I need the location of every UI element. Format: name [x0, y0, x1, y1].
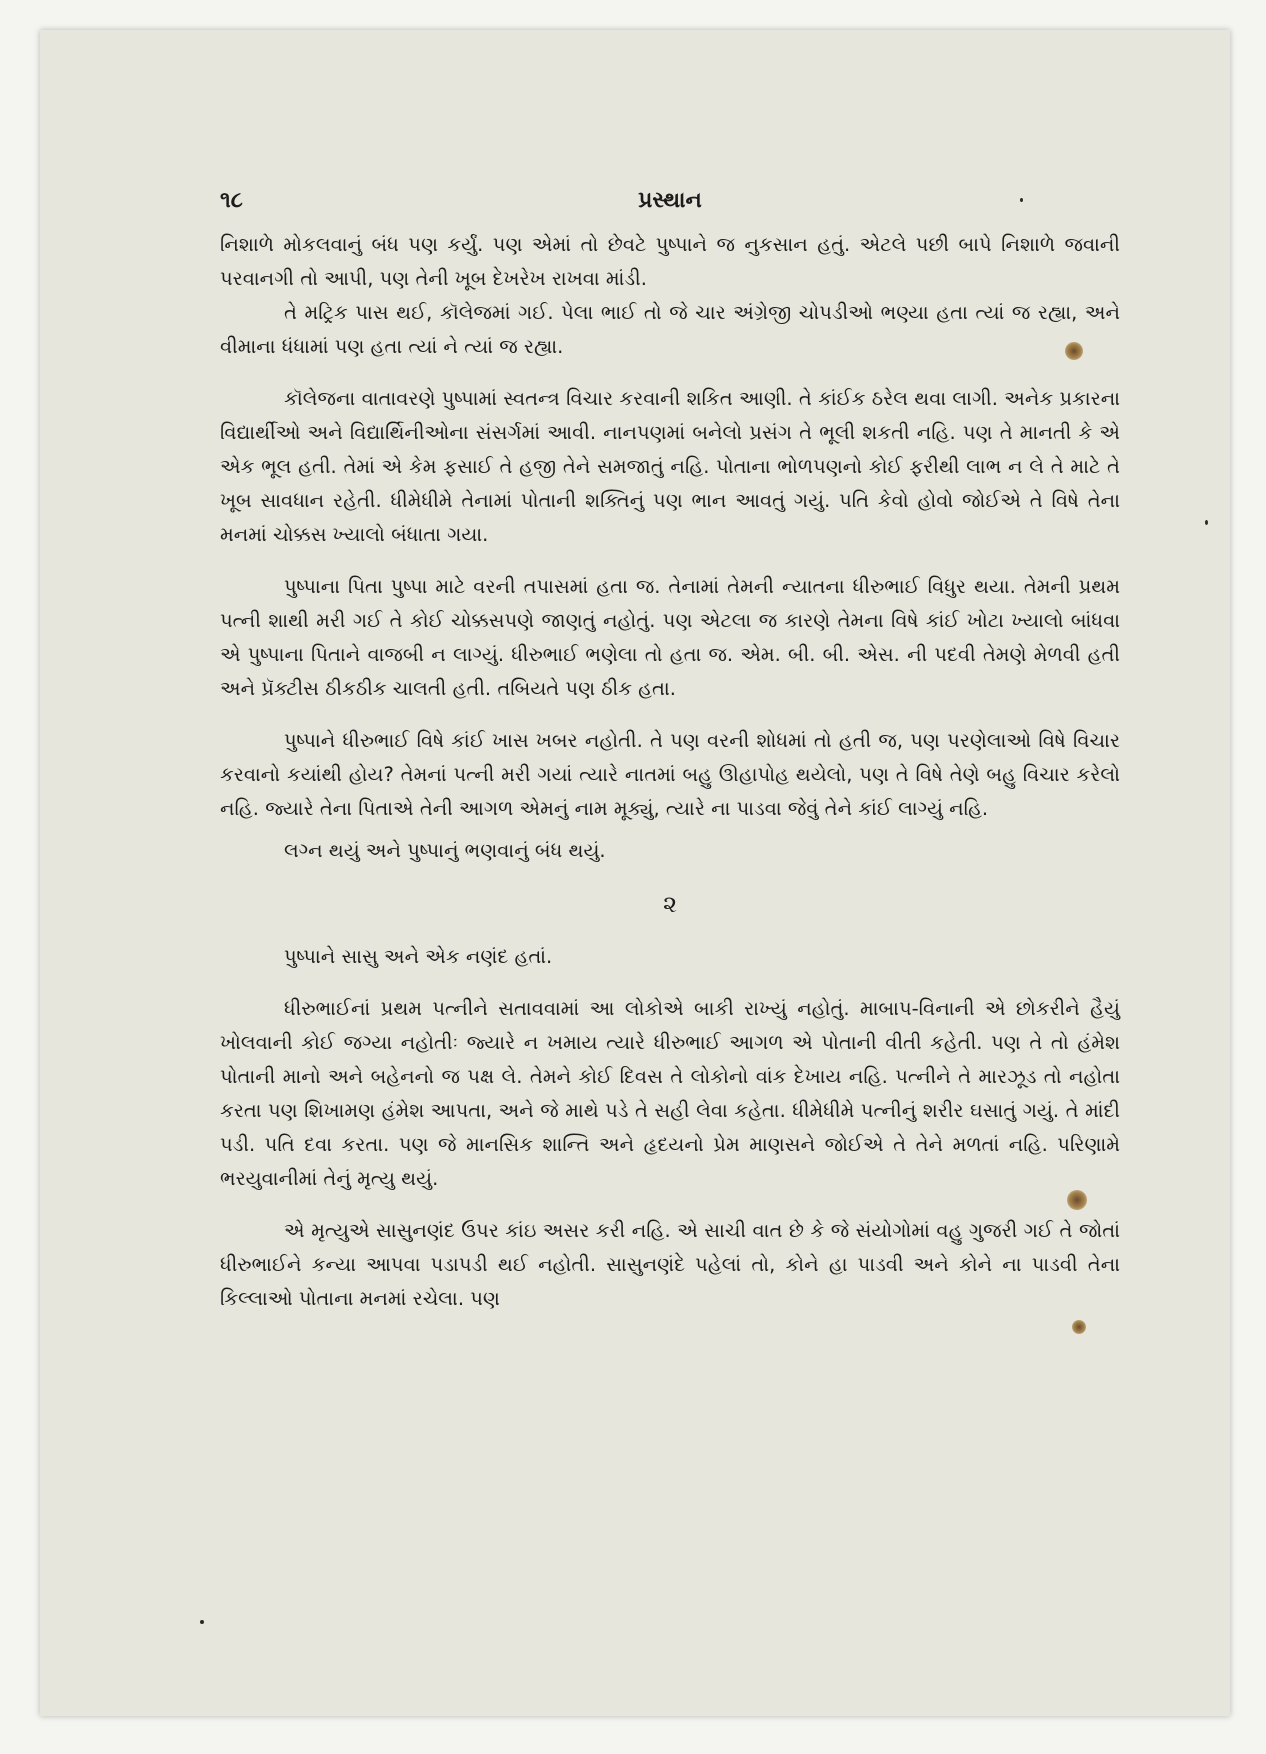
paper-speck	[1205, 520, 1208, 525]
body-text	[220, 228, 1120, 1316]
paragraph: તે મટ્રિક પાસ થઈ, કૉલેજમાં ગઈ. પેલા ભાઈ તો જે ચાર અંગ્રેજી ચોપડીઓ ભણ્યા હતા ત્યાં જ રહ્યા, અને વીમાના ધંધામાં પણ હતા ત્યાં ને ત્યાં જ રહ્યા.	[220, 301, 1120, 358]
paragraph: એ મૃત્યુએ સાસુનણંદ ઉપર કાંઇ અસર કરી નહિ. એ સાચી વાત છે કે જે સંયોગોમાં વહુ ગુજરી ગઈ તે જોતાં ધીરુભાઈને કન્યા આપવા પડાપડી થઈ નહોતી. સાસુનણંદે પહેલાં તો, કોને હા પાડવી અને કોને ના પાડવી તેના કિલ્લાઓ પોતાના મનમાં રચેલા. પણ	[220, 1219, 1120, 1310]
paragraph: પુષ્પાના પિતા પુષ્પા માટે વરની તપાસમાં હતા જ. તેનામાં તેમની ન્યાતના ધીરુભાઈ વિધુર થયા. તેમની પ્રથમ પત્ની શાથી મરી ગઈ તે કોઈ ચોક્કસપણે જાણતું નહોતું. પણ એટલા જ કારણે તેમના વિષે કાંઈ ખોટા ખ્યાલો બાંધવા એ પુષ્પાના પિતાને વાજબી ન લાગ્યું. ધીરુભાઈ ભણેલા તો હતા જ. એમ. બી. બી. એસ. ની પદવી તેમણે મેળવી હતી અને પ્રૅક્ટીસ ઠીકઠીક ચાલતી હતી. તબિયતે પણ ઠીક હતા.	[220, 575, 1120, 700]
paragraph: પુષ્પાને સાસુ અને એક નણંદ હતાં.	[284, 945, 553, 968]
page-content	[220, 188, 1120, 1316]
paper-speck	[200, 1620, 204, 1624]
book-page	[40, 30, 1230, 1716]
running-header	[220, 188, 1120, 228]
running-title: પ્રસ્થાન	[638, 188, 702, 213]
paragraph: પુષ્પાને ધીરુભાઈ વિષે કાંઈ ખાસ ખબર નહોતી. તે પણ વરની શોધમાં તો હતી જ, પણ પરણેલાઓ વિષે વિચાર કરવાનો કયાંથી હોય? તેમનાં પત્ની મરી ગયાં ત્યારે નાતમાં બહુ ઊહાપોહ થયેલો, પણ તે વિષે તેણે બહુ વિચાર કરેલો નહિ. જ્યારે તેના પિતાએ તેની આગળ એમનું નામ મૂક્યું, ત્યારે ના પાડવા જેવું તેને કાંઈ લાગ્યું નહિ.	[220, 729, 1120, 820]
paragraph: લગ્ન થયું અને પુષ્પાનું ભણવાનું બંધ થયું.	[284, 839, 606, 862]
paragraph: નિશાળે મોકલવાનું બંધ પણ કર્યું. પણ એમાં તો છેવટે પુષ્પાને જ નુકસાન હતું. એટલે પછી બાપે નિશાળે જવાની પરવાનગી તો આપી, પણ તેની ખૂબ દેખરેખ રાખવા માંડી.	[220, 233, 1120, 290]
paper-stain	[1072, 1320, 1086, 1334]
paragraph: ધીરુભાઈનાં પ્રથમ પત્નીને સતાવવામાં આ લોકોએ બાકી રાખ્યું નહોતું. માબાપ-વિનાની એ છોકરીને હૈયું ખોલવાની કોઈ જગ્યા નહોતીઃ જ્યારે ન ખમાય ત્યારે ધીરુભાઈ આગળ એ પોતાની વીતી કહેતી. પણ તે તો હંમેશ પોતાની માનો અને બહેનનો જ પક્ષ લે. તેમને કોઈ દિવસ તે લોકોનો વાંક દેખાય નહિ. પત્નીને તે મારઝૂડ તો નહોતા કરતા પણ શિખામણ હંમેશ આપતા, અને જે માથે પડે તે સહી લેવા કહેતા. ધીમેધીમે પત્નીનું શરીર ઘસાતું ગયું. તે માંદી પડી. પતિ દવા કરતા. પણ જે માનસિક શાન્તિ અને હૃદયનો પ્રેમ માણસને જોઈએ તે તેને મળતાં નહિ. પરિણામે ભરયુવાનીમાં તેનું મૃત્યુ થયું.	[220, 997, 1120, 1190]
paragraph: કૉલેજના વાતાવરણે પુષ્પામાં સ્વતન્ત્ર વિચાર કરવાની શકિત આણી. તે કાંઈક ઠરેલ થવા લાગી. અનેક પ્રકારના વિદ્યાર્થીઓ અને વિદ્યાર્થિનીઓના સંસર્ગમાં આવી. નાનપણમાં બનેલો પ્રસંગ તે ભૂલી શકતી નહિ. પણ તે માનતી કે એ એક ભૂલ હતી. તેમાં એ કેમ ફસાઈ તે હજી તેને સમજાતું નહિ. પોતાના ભોળપણનો કોઈ ફરીથી લાભ ન લે તે માટે તે ખૂબ સાવધાન રહેતી. ધીમેધીમે તેનામાં પોતાની શક્તિનું પણ ભાન આવતું ગયું. પતિ કેવો હોવો જોઈએ તે વિષે તેના મનમાં ચોક્કસ ખ્યાલો બંધાતા ગયા.	[220, 387, 1120, 546]
page-number: ૧૮	[220, 188, 243, 213]
section-number: ૨	[662, 890, 678, 918]
